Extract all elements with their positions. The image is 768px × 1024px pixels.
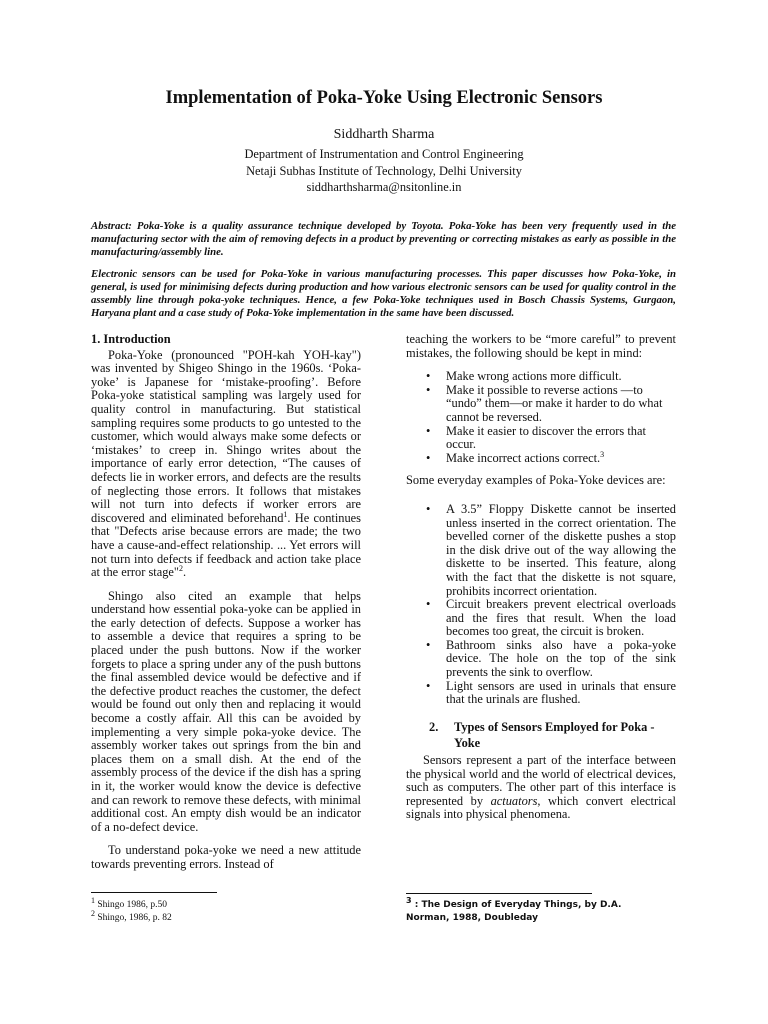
right-paragraph-2: Some everyday examples of Poka-Yoke devices are:	[406, 473, 666, 488]
intro-paragraph-1	[91, 349, 361, 580]
list-item	[406, 425, 676, 452]
section-heading-introduction: 1. Introduction	[91, 332, 171, 346]
intro-paragraph-2: Shingo also cited an example that helps understand how essential poka-yoke can be applied in the early detection of defects. Suppose a worker has to assemble a device that requires a spring to be placed under the push buttons. Now if the worker forgets to place a spring under any of the push buttons the final assembled device would be defective and if the defective product reaches the customer, the defect would be found out only then and replacing it would become a costly affair. All this can be avoided by implementing a very simple poka-yoke device. The assembly worker takes out springs from the bin and places them on a small dish. At the end of the assembly process of the device if the dish has a spring in it, the worker would know the device is defective and can rework to remove these defects, with minimal additional cost. An empty dish would be an indicator of a no-defect device.	[91, 588, 361, 834]
section-heading-line-1: Types of Sensors Employed for Poka -	[454, 719, 655, 734]
sensors-paragraph-text-a: Sensors represent a part of the interface between the physical world and the world of electrical devices, such as computers. The other part of this interface is represented by	[406, 753, 676, 808]
footnote-ref-1: 1	[283, 509, 288, 519]
bullet-icon: •	[426, 637, 431, 652]
right-column	[406, 333, 676, 822]
sensors-paragraph-text-b: , which convert electrical signals into physical phenomena.	[406, 793, 676, 822]
sensors-paragraph	[406, 754, 676, 822]
footnote-3-number: 3	[406, 896, 412, 905]
guidelines-list	[406, 370, 676, 465]
section-heading-number: 2.	[429, 719, 439, 734]
author-email: siddharthsharma@nsitonline.in	[306, 180, 462, 194]
abstract-paragraph-2: Electronic sensors can be used for Poka-Yoke in various manufacturing processes. This paper discusses how Poka-Yoke, in general, is used for minimising defects during production and how various electronic sensors can be used for quality control in the assembly line through poka-yoke techniques. Hence, a few Poka-Yoke techniques used in Bosch Chassis Systems, Gurgaon, Haryana plant and a case study of Poka-Yoke implementation in the same have been discussed.	[91, 268, 676, 319]
bullet-icon: •	[426, 450, 431, 465]
list-item-text: A 3.5” Floppy Diskette cannot be inserted unless inserted in the correct orientation. The bevelled corner of the diskette pushes a stop in the disk drive out of the way allowing the diskette to be inserted. This feature, along with the fact that the diskette is not square, prohibits incorrect orientation.	[446, 501, 676, 598]
footnote-divider-right	[406, 893, 592, 894]
list-item	[406, 680, 676, 707]
footnote-ref-2: 2	[178, 563, 183, 573]
author-name: Siddharth Sharma	[333, 127, 435, 142]
list-item-text: Bathroom sinks also have a poka-yoke device. The hole on the top of the sink prevents the sink to overflow.	[446, 637, 676, 680]
footnote-2	[91, 908, 172, 924]
bullet-icon: •	[426, 382, 431, 397]
bullet-icon: •	[426, 423, 431, 438]
section-heading-sensors	[406, 721, 676, 751]
list-item-text: Make it possible to reverse actions —to “undo” them—or make it harder to do what cannot be reversed.	[446, 382, 663, 424]
footnote-3-text: : The Design of Everyday Things, by D.A. Norman, 1988, Doubleday	[406, 900, 622, 923]
list-item-text: Make wrong actions more difficult.	[446, 369, 622, 384]
list-item	[406, 370, 676, 384]
sensors-paragraph-emphasis: actuators	[490, 793, 538, 808]
bullet-icon: •	[426, 597, 431, 612]
paper-title: Implementation of Poka-Yoke Using Electronic Sensors	[165, 88, 603, 108]
footnote-2-number: 2	[91, 908, 95, 918]
abstract-paragraph-1: Abstract: Poka-Yoke is a quality assurance technique developed by Toyota. Poka-Yoke has been very frequently used in the manufacturing sector with the aim of removing defects in a product by preventing or correcting mistakes as early as possible in the manufacturing/assembly line.	[91, 220, 676, 258]
footnote-3	[406, 896, 666, 925]
author-institution: Netaji Subhas Institute of Technology, Delhi University	[246, 164, 522, 178]
section-heading-line-2: Yoke	[454, 736, 481, 751]
list-item-text: Make incorrect actions correct.	[446, 450, 601, 465]
list-item	[406, 503, 676, 598]
examples-list	[406, 503, 676, 707]
left-column	[91, 333, 361, 872]
footnote-ref-3: 3	[600, 449, 605, 459]
footnote-divider-left	[91, 892, 217, 893]
bullet-icon: •	[426, 501, 431, 516]
bullet-icon: •	[426, 369, 431, 384]
list-item-text: Light sensors are used in urinals that ensure that the urinals are flushed.	[446, 678, 676, 707]
right-paragraph-1: teaching the workers to be “more careful” to prevent mistakes, the following should be kept in mind:	[406, 332, 676, 360]
list-item	[406, 449, 676, 466]
bullet-icon: •	[426, 678, 431, 693]
list-item-text: Circuit breakers prevent electrical overloads and the fires that result. When the load becomes too great, the circuit is broken.	[446, 597, 676, 639]
intro-paragraph-1-text-c: .	[182, 565, 187, 580]
author-department: Department of Instrumentation and Control Engineering	[244, 147, 524, 161]
intro-paragraph-3: To understand poka-yoke we need a new attitude towards preventing errors. Instead of	[91, 843, 361, 871]
footnote-1	[91, 895, 168, 911]
footnote-1-text: Shingo 1986, p.50	[97, 900, 168, 910]
list-item	[406, 639, 676, 680]
intro-paragraph-1-text-a: Poka-Yoke (pronounced "POH-kah YOH-kay") was invented by Shigeo Shingo in the 1960s. ‘Poka-yoke’ is Japanese for ‘mistake-proofing’. Before Poka-yoke statistical sampling was largely used for quality control in manufacturing. But statistical sampling requires some products to go untested to the customer, which would always make some defects or ‘mistakes’ to creep in. Shingo writes about the importance of early error detection, “The causes of defects lie in worker errors, and defects are the results of neglecting those errors. It follows that mistakes will not turn into defects if worker errors are discovered and eliminated beforehand	[91, 347, 361, 525]
footnote-2-text: Shingo, 1986, p. 82	[97, 913, 172, 923]
intro-paragraph-1-text-b: . He continues that "Defects arise because errors are made; the two have a cause-and-effect relationship. ... Yet errors will not turn into defects if feedback and action take place at the error stage"	[91, 510, 361, 580]
list-item-text: Make it easier to discover the errors that occur.	[446, 423, 646, 452]
list-item	[406, 598, 676, 639]
list-item	[406, 384, 676, 425]
footnote-1-number: 1	[91, 895, 95, 905]
